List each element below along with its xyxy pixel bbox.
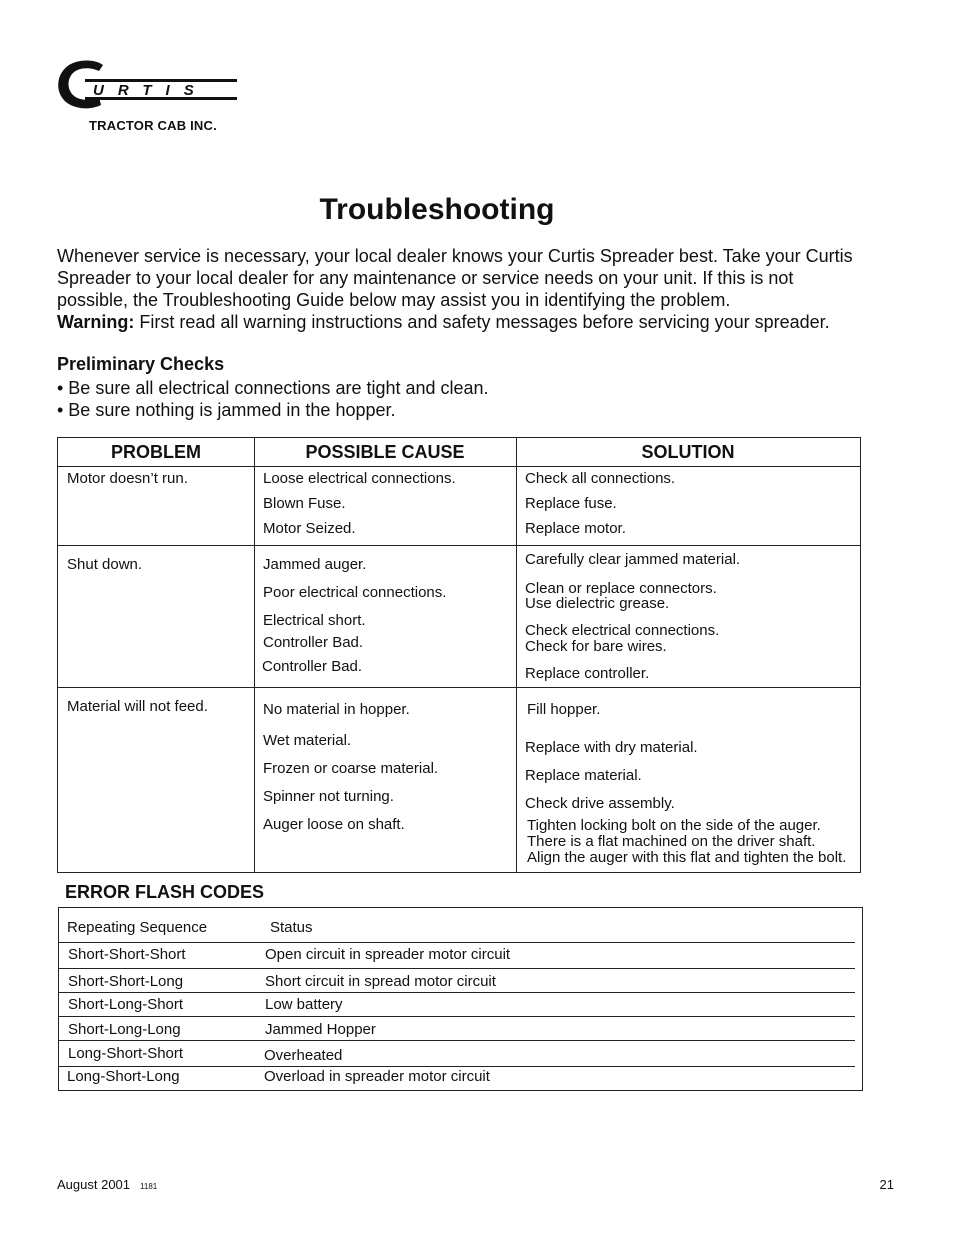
solution-cell: Fill hopper. <box>527 701 601 718</box>
solution-cell: Tighten locking bolt on the side of the auger. There is a flat machined on the driver shaft. Align the auger with this flat and tighten the bolt. <box>527 817 847 866</box>
row-divider <box>59 1016 855 1017</box>
list-item: • Be sure nothing is jammed in the hopper. <box>57 400 396 420</box>
cause-cell: Spinner not turning. <box>263 788 394 805</box>
solution-cell: Carefully clear jammed material. <box>525 551 741 568</box>
header-status: Status <box>270 919 313 936</box>
solution-cell: Check electrical connections. <box>525 622 720 639</box>
problem-cell: Material will not feed. <box>67 698 208 715</box>
header-sequence: Repeating Sequence <box>67 919 208 936</box>
logo-subtitle: TRACTOR CAB INC. <box>89 118 217 133</box>
status-cell: Open circuit in spreader motor circuit <box>265 946 511 963</box>
header-solution: SOLUTION <box>641 442 735 462</box>
cause-cell: Blown Fuse. <box>263 495 346 512</box>
solution-cell: Replace fuse. <box>525 495 617 512</box>
row-divider <box>59 968 855 969</box>
status-cell: Overheated <box>264 1047 343 1064</box>
row-divider <box>58 466 860 467</box>
solution-cell: Replace material. <box>525 767 642 784</box>
preliminary-heading: Preliminary Checks <box>57 354 225 374</box>
cause-cell: Frozen or coarse material. <box>263 760 439 777</box>
status-cell: Low battery <box>265 996 343 1013</box>
solution-cell: Check for bare wires. <box>525 638 667 655</box>
column-divider <box>516 438 517 872</box>
solution-cell: Replace with dry material. <box>525 739 698 756</box>
footer-date: August 2001 <box>57 1177 131 1192</box>
column-divider <box>254 438 255 872</box>
cause-cell: Controller Bad. <box>263 634 364 651</box>
solution-cell: Check drive assembly. <box>525 795 675 812</box>
cause-cell: Electrical short. <box>263 612 366 629</box>
footer-code: 1181 <box>140 1182 158 1191</box>
sequence-cell: Short-Long-Short <box>68 996 184 1013</box>
cause-cell: Controller Bad. <box>262 658 363 675</box>
page-number: 21 <box>879 1177 894 1192</box>
cause-cell: Jammed auger. <box>263 556 367 573</box>
cause-cell: Loose electrical connections. <box>263 470 456 487</box>
sequence-cell: Long-Short-Long <box>67 1068 180 1085</box>
solution-cell: Replace motor. <box>525 520 626 537</box>
cause-cell: Poor electrical connections. <box>263 584 447 601</box>
status-cell: Jammed Hopper <box>265 1021 376 1038</box>
status-cell: Overload in spreader motor circuit <box>264 1068 490 1085</box>
sequence-cell: Short-Long-Long <box>68 1021 181 1038</box>
warning-text: First read all warning instructions and safety messages before servicing your spreader. <box>134 312 830 332</box>
row-divider <box>59 1040 855 1041</box>
problem-cell: Shut down. <box>67 556 143 573</box>
header-problem: PROBLEM <box>111 442 201 462</box>
page-title: Troubleshooting <box>319 193 555 226</box>
status-cell: Short circuit in spread motor circuit <box>265 973 496 990</box>
sequence-cell: Short-Short-Short <box>68 946 186 963</box>
warning-label: Warning: <box>57 312 135 332</box>
curtis-logo-mark <box>55 57 245 117</box>
sequence-cell: Long-Short-Short <box>68 1045 184 1062</box>
row-divider <box>58 545 860 546</box>
sequence-cell: Short-Short-Long <box>68 973 184 990</box>
solution-cell: Replace controller. <box>525 665 650 682</box>
solution-cell: Clean or replace connectors. <box>525 580 717 597</box>
solution-cell: Check all connections. <box>525 470 676 487</box>
cause-cell: No material in hopper. <box>263 701 410 718</box>
footer-left <box>57 1177 157 1192</box>
error-codes-heading: ERROR FLASH CODES <box>65 882 265 902</box>
header-possible-cause: POSSIBLE CAUSE <box>305 442 465 462</box>
row-divider <box>59 1066 855 1067</box>
logo-letters: URTIS <box>93 82 208 99</box>
cause-cell: Auger loose on shaft. <box>263 816 405 833</box>
row-divider <box>59 942 855 943</box>
intro-paragraph: Whenever service is necessary, your local dealer knows your Curtis Spreader best. Take your Curtis Spreader to your local dealer for any maintenance or service needs on your unit. If this is not possible, the Troubleshooting Guide below may assist you in identifying the problem. <box>57 246 853 310</box>
intro-text <box>57 245 857 333</box>
list-item: • Be sure all electrical connections are tight and clean. <box>57 378 489 398</box>
cause-cell: Motor Seized. <box>263 520 356 537</box>
preliminary-list <box>57 377 489 421</box>
troubleshooting-table <box>57 437 861 873</box>
row-divider <box>58 687 860 688</box>
cause-cell: Wet material. <box>263 732 352 749</box>
solution-cell: Use dielectric grease. <box>525 595 670 612</box>
problem-cell: Motor doesn’t run. <box>67 470 188 487</box>
error-codes-table <box>58 907 863 1091</box>
row-divider <box>59 992 855 993</box>
